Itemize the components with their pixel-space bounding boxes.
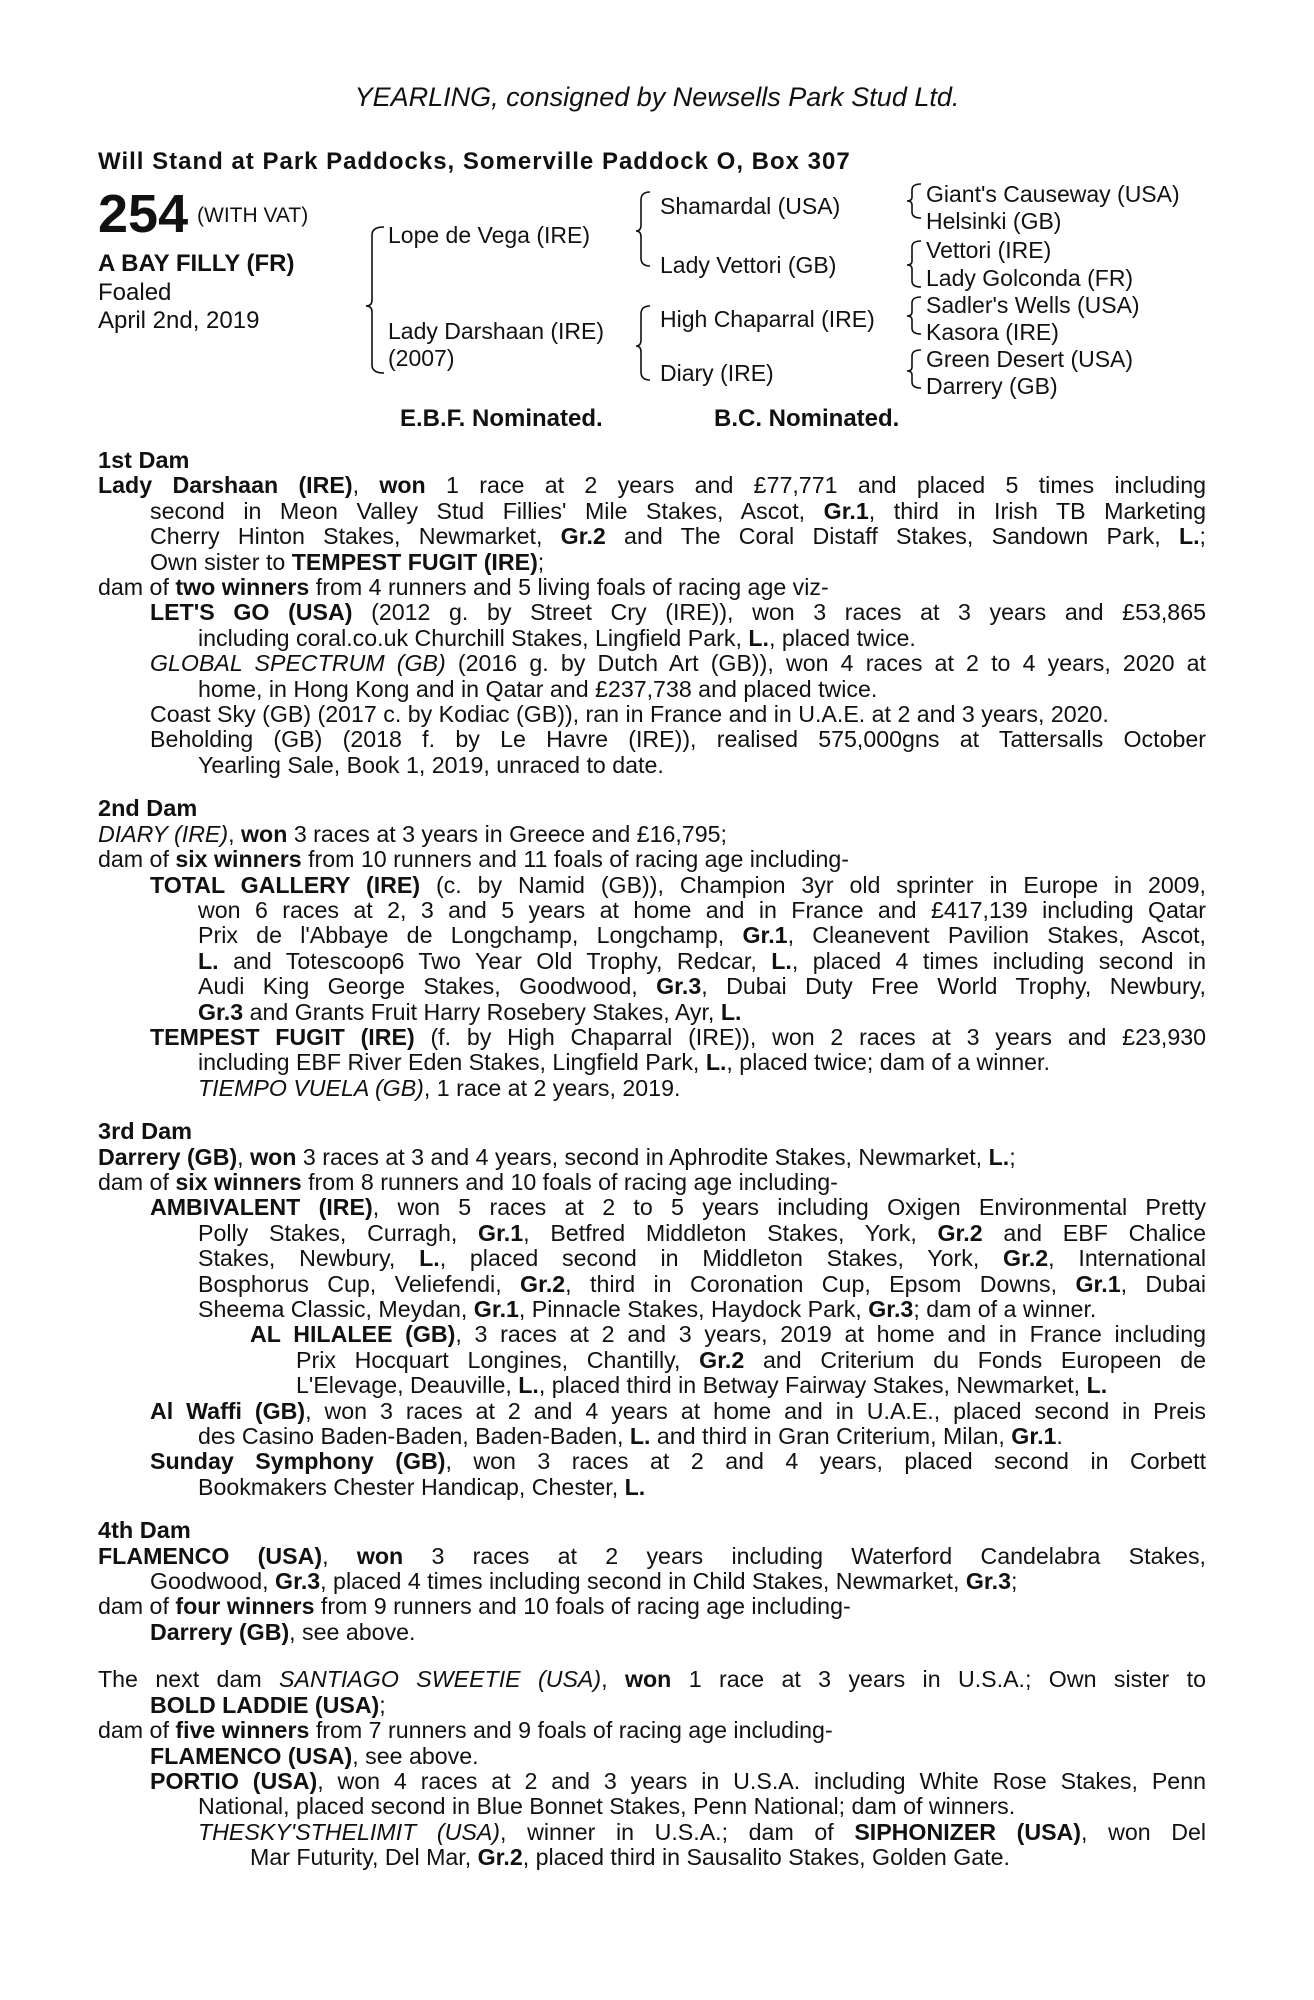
- text-line: National, placed second in Blue Bonnet Stakes, Penn National; dam of winners.: [198, 1793, 1016, 1820]
- pedigree-sss: Giant's Causeway (USA): [926, 181, 1180, 207]
- text-line: GLOBAL SPECTRUM (GB) (2016 g. by Dutch Art (GB)), won 4 races at 2 to 4 years, 2020 at: [150, 650, 1207, 677]
- text-line: Goodwood, Gr.3, placed 4 times including second in Child Stakes, Newmarket, Gr.3;: [150, 1568, 1018, 1595]
- text-line: Sunday Symphony (GB), won 3 races at 2 and 4 years, placed second in Corbett: [150, 1448, 1207, 1475]
- text-line: dam of six winners from 10 runners and 11 foals of racing age including-: [98, 846, 850, 873]
- lot-description: A BAY FILLY (FR): [98, 250, 295, 277]
- text-line: PORTIO (USA), won 4 races at 2 and 3 years in U.S.A. including White Rose Stakes, Penn: [150, 1767, 1206, 1794]
- catalogue-header: YEARLING, consigned by Newsells Park Stud Ltd.: [354, 82, 960, 112]
- text-line: dam of four winners from 9 runners and 10 foals of racing age including-: [98, 1593, 851, 1620]
- ebf-nominated: E.B.F. Nominated.: [400, 405, 603, 432]
- text-line: Prix Hocquart Longines, Chantilly, Gr.2 and Criterium du Fonds Europeen de: [296, 1346, 1206, 1373]
- pedigree-dam-dam: Diary (IRE): [660, 360, 774, 386]
- pedigree-sire-sire: Shamardal (USA): [660, 193, 841, 219]
- text-line: AMBIVALENT (IRE), won 5 races at 2 to 5 years including Oxigen Environmental Pretty: [150, 1194, 1206, 1221]
- text-line: second in Meon Valley Stud Fillies' Mile Stakes, Ascot, Gr.1, third in Irish TB Marketing: [150, 497, 1206, 524]
- pedigree-dss: Sadler's Wells (USA): [926, 292, 1140, 318]
- pedigree-sdd: Lady Golconda (FR): [926, 265, 1134, 291]
- text-line: des Casino Baden-Baden, Baden-Baden, L. and third in Gran Criterium, Milan, Gr.1.: [198, 1423, 1063, 1450]
- text-line: Yearling Sale, Book 1, 2019, unraced to date.: [198, 751, 664, 778]
- text-line: Darrery (GB), won 3 races at 3 and 4 years, second in Aphrodite Stakes, Newmarket, L.;: [98, 1143, 1016, 1170]
- text-line: Cherry Hinton Stakes, Newmarket, Gr.2 and The Coral Distaff Stakes, Sandown Park, L.;: [150, 523, 1206, 550]
- text-line: dam of two winners from 4 runners and 5 living foals of racing age viz-: [98, 574, 829, 601]
- pedigree-dds: Green Desert (USA): [926, 346, 1134, 372]
- text-line: home, in Hong Kong and in Qatar and £237,738 and placed twice.: [198, 675, 878, 702]
- section-heading: 3rd Dam: [98, 1118, 193, 1145]
- section-heading: 2nd Dam: [98, 795, 198, 822]
- text-line: Audi King George Stakes, Goodwood, Gr.3, Dubai Duty Free World Trophy, Newbury,: [198, 973, 1206, 1000]
- pedigree-dam: Lady Darshaan (IRE): [388, 318, 605, 344]
- text-line: Coast Sky (GB) (2017 c. by Kodiac (GB)), ran in France and in U.A.E. at 2 and 3 years, 2020.: [150, 701, 1109, 728]
- text-line: Gr.3 and Grants Fruit Harry Rosebery Stakes, Ayr, L.: [198, 998, 742, 1025]
- bc-nominated: B.C. Nominated.: [714, 405, 900, 432]
- family-sections: [98, 448, 1206, 1871]
- text-line: TEMPEST FUGIT (IRE) (f. by High Chaparral (IRE)), won 2 races at 3 years and £23,930: [150, 1023, 1207, 1050]
- text-line: FLAMENCO (USA), see above.: [150, 1742, 479, 1769]
- text-line: Beholding (GB) (2018 f. by Le Havre (IRE)), realised 575,000gns at Tattersalls October: [150, 726, 1206, 753]
- text-line: The next dam SANTIAGO SWEETIE (USA), won 1 race at 3 years in U.S.A.; Own sister to: [98, 1666, 1206, 1693]
- text-line: TOTAL GALLERY (IRE) (c. by Namid (GB)), Champion 3yr old sprinter in Europe in 2009,: [150, 871, 1206, 898]
- text-line: including coral.co.uk Churchill Stakes, Lingfield Park, L., placed twice.: [198, 624, 916, 651]
- text-line: L'Elevage, Deauville, L., placed third in Betway Fairway Stakes, Newmarket, L.: [296, 1372, 1108, 1399]
- text-line: including EBF River Eden Stakes, Lingfield Park, L., placed twice; dam of a winner.: [198, 1049, 1050, 1076]
- stand-location: Will Stand at Park Paddocks, Somerville Paddock O, Box 307: [98, 148, 851, 175]
- text-line: dam of five winners from 7 runners and 9 foals of racing age including-: [98, 1717, 833, 1744]
- dam-section: [98, 448, 1206, 778]
- text-line: LET'S GO (USA) (2012 g. by Street Cry (IRE)), won 3 races at 3 years and £53,865: [150, 599, 1206, 626]
- pedigree-sire-dam: Lady Vettori (GB): [660, 252, 837, 278]
- text-line: Polly Stakes, Curragh, Gr.1, Betfred Middleton Stakes, York, Gr.2 and EBF Chalice: [198, 1219, 1206, 1246]
- text-line: Sheema Classic, Meydan, Gr.1, Pinnacle Stakes, Haydock Park, Gr.3; dam of a winner.: [198, 1296, 1097, 1322]
- text-line: BOLD LADDIE (USA);: [150, 1691, 386, 1718]
- section-heading: 1st Dam: [98, 447, 190, 473]
- dam-section: [98, 1119, 1206, 1500]
- text-line: dam of six winners from 8 runners and 10 foals of racing age including-: [98, 1168, 838, 1195]
- text-line: Al Waffi (GB), won 3 races at 2 and 4 years at home and in U.A.E., placed second in Preis: [150, 1397, 1206, 1424]
- lot-number: 254: [98, 184, 189, 244]
- text-line: Bookmakers Chester Handicap, Chester, L.: [198, 1473, 646, 1500]
- text-line: TIEMPO VUELA (GB), 1 race at 2 years, 2019.: [198, 1074, 681, 1101]
- pedigree-ddd: Darrery (GB): [926, 373, 1058, 399]
- text-line: Mar Futurity, Del Mar, Gr.2, placed third in Sausalito Stakes, Golden Gate.: [250, 1844, 1010, 1871]
- text-line: AL HILALEE (GB), 3 races at 2 and 3 years, 2019 at home and in France including: [250, 1321, 1206, 1348]
- text-line: Darrery (GB), see above.: [150, 1618, 416, 1645]
- text-line: Prix de l'Abbaye de Longchamp, Longchamp, Gr.1, Cleanevent Pavilion Stakes, Ascot,: [198, 922, 1206, 949]
- dam-section: [98, 1518, 1206, 1645]
- pedigree-sds: Vettori (IRE): [926, 237, 1052, 263]
- pedigree-dam-sire: High Chaparral (IRE): [660, 306, 875, 332]
- text-line: DIARY (IRE), won 3 races at 3 years in Greece and £16,795;: [98, 820, 727, 847]
- dam-section: [98, 796, 1206, 1101]
- pedigree-brackets: [0, 0, 1314, 440]
- text-line: won 6 races at 2, 3 and 5 years at home and in France and £417,139 including Qatar: [198, 896, 1206, 923]
- foaled-label: Foaled: [98, 279, 172, 306]
- dam-section: [98, 1667, 1206, 1870]
- pedigree-dsd: Kasora (IRE): [926, 319, 1059, 345]
- text-line: Bosphorus Cup, Veliefendi, Gr.2, third in Coronation Cup, Epsom Downs, Gr.1, Dubai: [198, 1270, 1207, 1297]
- section-heading: 4th Dam: [98, 1517, 191, 1544]
- text-line: Lady Darshaan (IRE), won 1 race at 2 years and £77,771 and placed 5 times including: [98, 472, 1206, 499]
- pedigree-sire: Lope de Vega (IRE): [388, 222, 591, 248]
- pedigree-dam-year: (2007): [388, 345, 455, 371]
- text-line: THESKY'STHELIMIT (USA), winner in U.S.A.; dam of SIPHONIZER (USA), won Del: [198, 1818, 1206, 1845]
- text-line: FLAMENCO (USA), won 3 races at 2 years including Waterford Candelabra Stakes,: [98, 1542, 1206, 1569]
- pedigree-ssd: Helsinki (GB): [926, 208, 1062, 234]
- text-line: Stakes, Newbury, L., placed second in Middleton Stakes, York, Gr.2, International: [198, 1245, 1206, 1272]
- text-line: L. and Totescoop6 Two Year Old Trophy, Redcar, L., placed 4 times including second in: [198, 947, 1206, 974]
- foaled-date: April 2nd, 2019: [98, 307, 260, 334]
- text-line: Own sister to TEMPEST FUGIT (IRE);: [150, 548, 545, 575]
- vat-note: (WITH VAT): [197, 204, 309, 227]
